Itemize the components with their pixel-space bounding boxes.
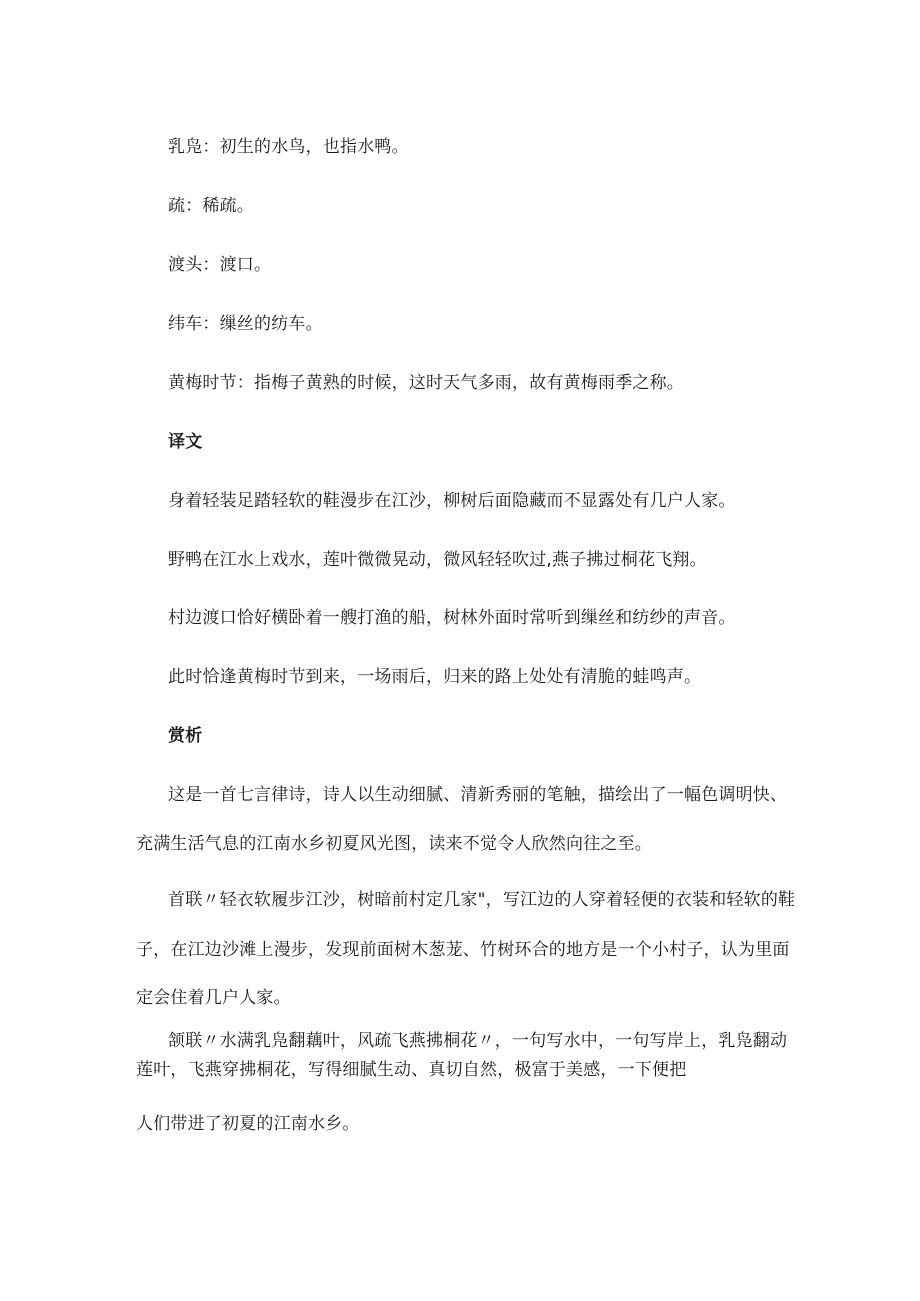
appreciation-line: 人们带进了初夏的江南水乡。 [136, 1114, 360, 1134]
note-line: 黄梅时节：指梅子黄熟的时候，这时天气多雨，故有黄梅雨季之称。 [168, 373, 684, 393]
appreciation-line: 首联〃轻衣软履步江沙，树暗前村定几家"，写江边的人穿着轻便的衣装和轻软的鞋 [168, 890, 796, 910]
note-line: 乳凫：初生的水鸟，也指水鸭。 [168, 137, 409, 157]
appreciation-line: 颔联〃水满乳凫翻藕叶，风疏飞燕拂桐花〃，一句写水中，一句写岸上，乳凫翻动 [168, 1031, 788, 1051]
note-line: 疏：稀疏。 [168, 196, 254, 216]
appreciation-line: 子，在江边沙滩上漫步，发现前面树木葱茏、竹树环合的地方是一个小村子，认为里面 [136, 940, 790, 960]
translation-line: 此时恰逢黄梅时节到来，一场雨后，归来的路上处处有清脆的蛙鸣声。 [168, 667, 702, 687]
appreciation-line: 这是一首七言律诗，诗人以生动细腻、清新秀丽的笔触，描绘出了一幅色调明快、 [168, 785, 788, 805]
appreciation-line: 充满生活气息的江南水乡初夏风光图，读来不觉令人欣然向往之至。 [136, 834, 652, 854]
translation-heading: 译文 [168, 432, 203, 452]
translation-line: 野鸭在江水上戏水，莲叶微微晃动，微风轻轻吹过,燕子拂过桐花飞翔。 [168, 550, 707, 570]
appreciation-line: 莲叶，飞燕穿拂桐花，写得细腻生动、真切自然，极富于美感，一下便把 [136, 1060, 687, 1080]
appreciation-line: 定会住着几户人家。 [136, 988, 291, 1008]
translation-line: 村边渡口恰好横卧着一艘打渔的船，树林外面时常听到缫丝和纺纱的声音。 [168, 608, 736, 628]
translation-line: 身着轻装足踏轻软的鞋漫步在江沙，柳树后面隐藏而不显露处有几户人家。 [168, 491, 736, 511]
note-line: 渡头：渡口。 [168, 255, 272, 275]
note-line: 纬车：缫丝的纺车。 [168, 314, 323, 334]
appreciation-heading: 赏析 [168, 726, 203, 746]
